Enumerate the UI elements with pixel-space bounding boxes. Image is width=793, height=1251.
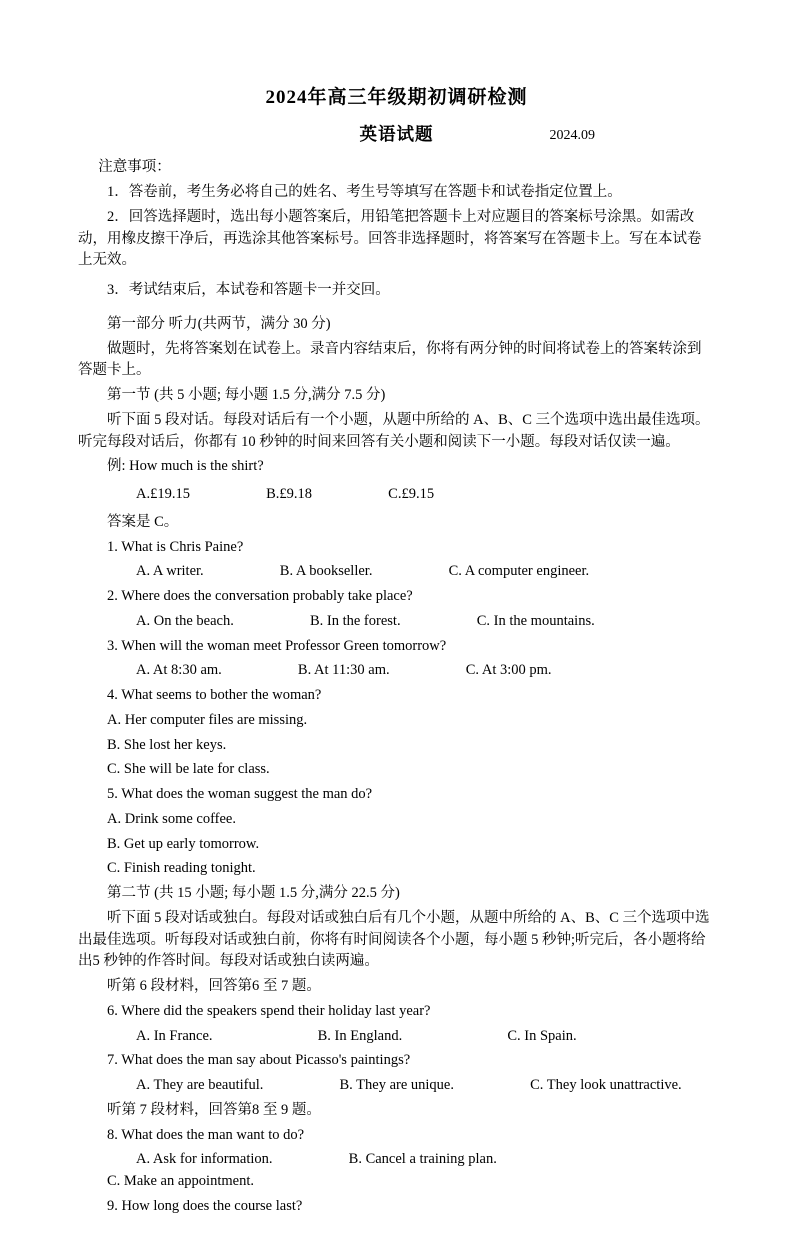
part1-heading: 第一部分 听力(共两节，满分 30 分)	[107, 315, 331, 332]
part1-instructions: 做题时，先将答案划在试卷上。录音内容结束后，你将有两分钟的时间将试卷上的答案转涂到答题卡上。	[78, 340, 702, 379]
example-option-a: A.£19.15	[136, 486, 190, 502]
material-7-note: 听第 7 段材料，回答第8 至 9 题。	[107, 1101, 321, 1118]
question-4-option-b: B. She lost her keys.	[107, 736, 227, 753]
question-2-option-c: C. In the mountains.	[476, 612, 595, 629]
question-stem-5: 5. What does the woman suggest the man do?	[107, 786, 373, 802]
question-8-option-b: B. Cancel a training plan.	[348, 1151, 497, 1168]
question-stem-6: 6. Where did the speakers spend their holiday last year?	[107, 1002, 431, 1019]
question-3-option-c: C. At 3:00 pm.	[465, 662, 552, 679]
question-6-options-row	[78, 1026, 715, 1048]
subject-title: 英语试题	[359, 123, 434, 144]
question-6-option-b: B. In England.	[317, 1027, 403, 1044]
notices-header: 注意事项：	[98, 159, 171, 176]
question-stem-9: 9. How long does the course last?	[107, 1197, 303, 1214]
question-4-option-a: A. Her computer files are missing.	[107, 711, 308, 728]
question-stem-7: 7. What does the man say about Picasso's paintings?	[107, 1052, 411, 1069]
subtitle-row	[78, 121, 715, 148]
notice-item-3: 3．考试结束后，本试卷和答题卡一并交回。	[107, 282, 390, 298]
example-stem: 例: How much is the shirt?	[107, 458, 264, 475]
section1-instructions: 听下面 5 段对话。每段对话后有一个小题，从题中所给的 A、B、C 三个选项中选出最佳选项。听完每段对话后，你都有 10 秒钟的时间来回答有关小题和阅读下一小题。每段对话仅读一遍。	[78, 411, 710, 450]
example-options-row	[78, 484, 715, 506]
question-3-option-a: A. At 8:30 am.	[136, 662, 222, 679]
question-5-option-c: C. Finish reading tonight.	[107, 860, 256, 877]
question-stem-3: 3. When will the woman meet Professor Green tomorrow?	[107, 637, 447, 654]
notice-item-2: 2．回答选择题时，选出每小题答案后，用铅笔把答题卡上对应题目的答案标号涂黑。如需改动，用橡皮擦干净后，再选涂其他答案标号。回答非选择题时，将答案写在答题卡上。写在本试卷上无效。	[78, 208, 702, 269]
question-1-option-b: B. A bookseller.	[279, 563, 373, 580]
example-answer: 答案是 C。	[107, 513, 179, 530]
section1-heading: 第一节 (共 5 小题; 每小题 1.5 分,满分 7.5 分)	[107, 387, 386, 403]
question-2-option-a: A. On the beach.	[136, 612, 234, 629]
page-title: 2024年高三年级期初调研检测	[265, 87, 528, 108]
question-6-option-c: C. In Spain.	[507, 1027, 577, 1044]
notice-item-1: 1．答卷前，考生务必将自己的姓名、考生号等填写在答题卡和试卷指定位置上。	[107, 184, 622, 200]
example-option-b: B.£9.18	[266, 486, 313, 502]
question-7-options-row	[78, 1075, 715, 1097]
question-7-option-c: C. They look unattractive.	[530, 1077, 682, 1093]
question-3-option-b: B. At 11:30 am.	[297, 662, 390, 679]
section2-heading: 第二节 (共 15 小题; 每小题 1.5 分,满分 22.5 分)	[107, 885, 400, 901]
question-stem-1: 1. What is Chris Paine?	[107, 538, 244, 555]
question-1-option-a: A. A writer.	[136, 563, 204, 580]
question-1-options-row	[78, 561, 715, 583]
question-1-option-c: C. A computer engineer.	[448, 563, 590, 580]
question-5-option-a: A. Drink some coffee.	[107, 810, 236, 827]
question-5-option-b: B. Get up early tomorrow.	[107, 835, 260, 852]
question-7-option-a: A. They are beautiful.	[136, 1077, 264, 1093]
question-2-options-row	[78, 611, 715, 633]
question-3-options-row	[78, 660, 715, 682]
question-7-option-b: B. They are unique.	[339, 1077, 454, 1093]
question-8-option-c: C. Make an appointment.	[107, 1173, 254, 1189]
question-4-option-c: C. She will be late for class.	[107, 761, 270, 778]
material-6-note: 听第 6 段材料，回答第6 至 7 题。	[107, 978, 321, 994]
exam-date: 2024.09	[549, 127, 595, 143]
question-6-option-a: A. In France.	[136, 1027, 213, 1044]
question-2-option-b: B. In the forest.	[309, 612, 401, 629]
question-stem-2: 2. Where does the conversation probably take place?	[107, 588, 413, 604]
example-option-c: C.£9.15	[388, 486, 435, 502]
question-8-option-a: A. Ask for information.	[136, 1151, 273, 1168]
question-stem-8: 8. What does the man want to do?	[107, 1126, 305, 1143]
section2-instructions: 听下面 5 段对话或独白。每段对话或独白后有几个小题，从题中所给的 A、B、C 三个选项中选出最佳选项。听每段对话或独白前，你将有时间阅读各个小题，每小题 5 秒钟;听完后，各小题将给出5 秒钟的作答时间。每段对话或独白读两遍。	[78, 909, 710, 970]
question-stem-4: 4. What seems to bother the woman?	[107, 687, 322, 703]
question-8-options-row	[78, 1149, 715, 1193]
